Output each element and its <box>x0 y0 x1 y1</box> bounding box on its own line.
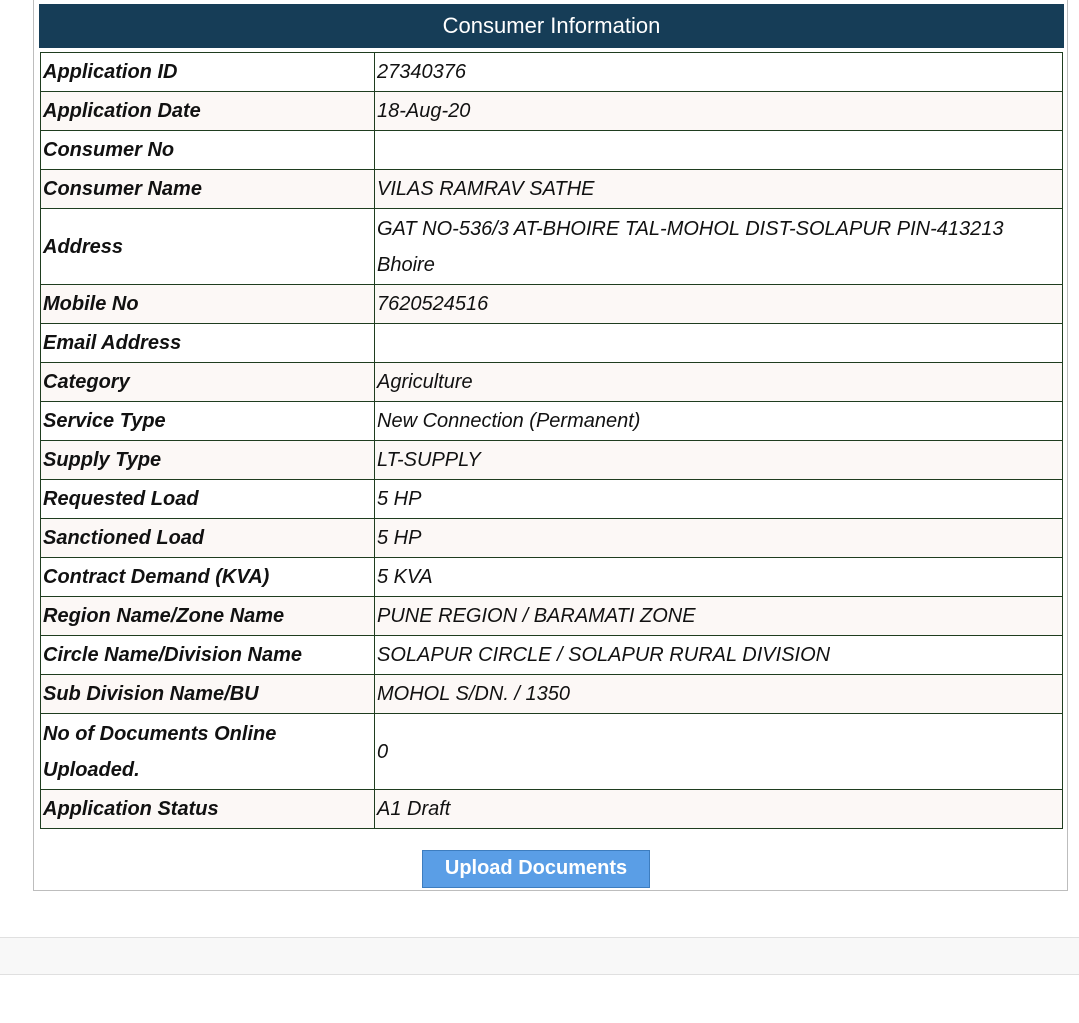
table-row <box>41 519 1063 558</box>
row-label: Address <box>41 209 375 285</box>
consumer-info-table <box>40 52 1063 829</box>
row-value: 5 HP <box>375 480 1063 519</box>
row-value: 5 KVA <box>375 558 1063 597</box>
row-value: VILAS RAMRAV SATHE <box>375 170 1063 209</box>
row-value: 7620524516 <box>375 285 1063 324</box>
upload-documents-button[interactable]: Upload Documents <box>422 850 650 888</box>
row-label: Application Status <box>41 790 375 829</box>
row-label: Sanctioned Load <box>41 519 375 558</box>
row-value: MOHOL S/DN. / 1350 <box>375 675 1063 714</box>
table-row <box>41 324 1063 363</box>
table-row <box>41 597 1063 636</box>
footer-band <box>0 937 1079 975</box>
panel-title: Consumer Information <box>39 4 1064 48</box>
row-label: Requested Load <box>41 480 375 519</box>
row-value: LT-SUPPLY <box>375 441 1063 480</box>
row-label: Consumer Name <box>41 170 375 209</box>
table-row <box>41 131 1063 170</box>
table-row <box>41 402 1063 441</box>
row-label: Consumer No <box>41 131 375 170</box>
consumer-info-panel <box>33 0 1068 891</box>
table-row <box>41 558 1063 597</box>
row-value: PUNE REGION / BARAMATI ZONE <box>375 597 1063 636</box>
table-row <box>41 790 1063 829</box>
table-row <box>41 209 1063 285</box>
row-value: Agriculture <box>375 363 1063 402</box>
row-value: 18-Aug-20 <box>375 92 1063 131</box>
row-label: Supply Type <box>41 441 375 480</box>
table-row <box>41 170 1063 209</box>
row-value: SOLAPUR CIRCLE / SOLAPUR RURAL DIVISION <box>375 636 1063 675</box>
row-label: Application Date <box>41 92 375 131</box>
row-label: Email Address <box>41 324 375 363</box>
table-row <box>41 363 1063 402</box>
row-label: Sub Division Name/BU <box>41 675 375 714</box>
row-value <box>375 131 1063 170</box>
table-row <box>41 675 1063 714</box>
row-value: 5 HP <box>375 519 1063 558</box>
table-row <box>41 92 1063 131</box>
row-value: 27340376 <box>375 53 1063 92</box>
table-row <box>41 285 1063 324</box>
row-label: Contract Demand (KVA) <box>41 558 375 597</box>
row-label: Service Type <box>41 402 375 441</box>
table-row <box>41 53 1063 92</box>
table-row <box>41 714 1063 790</box>
row-label: No of Documents Online Uploaded. <box>41 714 375 790</box>
table-row <box>41 441 1063 480</box>
row-label: Circle Name/Division Name <box>41 636 375 675</box>
row-value: A1 Draft <box>375 790 1063 829</box>
row-label: Mobile No <box>41 285 375 324</box>
table-row <box>41 636 1063 675</box>
row-value: New Connection (Permanent) <box>375 402 1063 441</box>
row-label: Region Name/Zone Name <box>41 597 375 636</box>
row-label: Category <box>41 363 375 402</box>
table-row <box>41 480 1063 519</box>
row-value: 0 <box>375 714 1063 790</box>
row-value <box>375 324 1063 363</box>
row-value: GAT NO-536/3 AT-BHOIRE TAL-MOHOL DIST-SOLAPUR PIN-413213 Bhoire <box>375 209 1063 285</box>
row-label: Application ID <box>41 53 375 92</box>
